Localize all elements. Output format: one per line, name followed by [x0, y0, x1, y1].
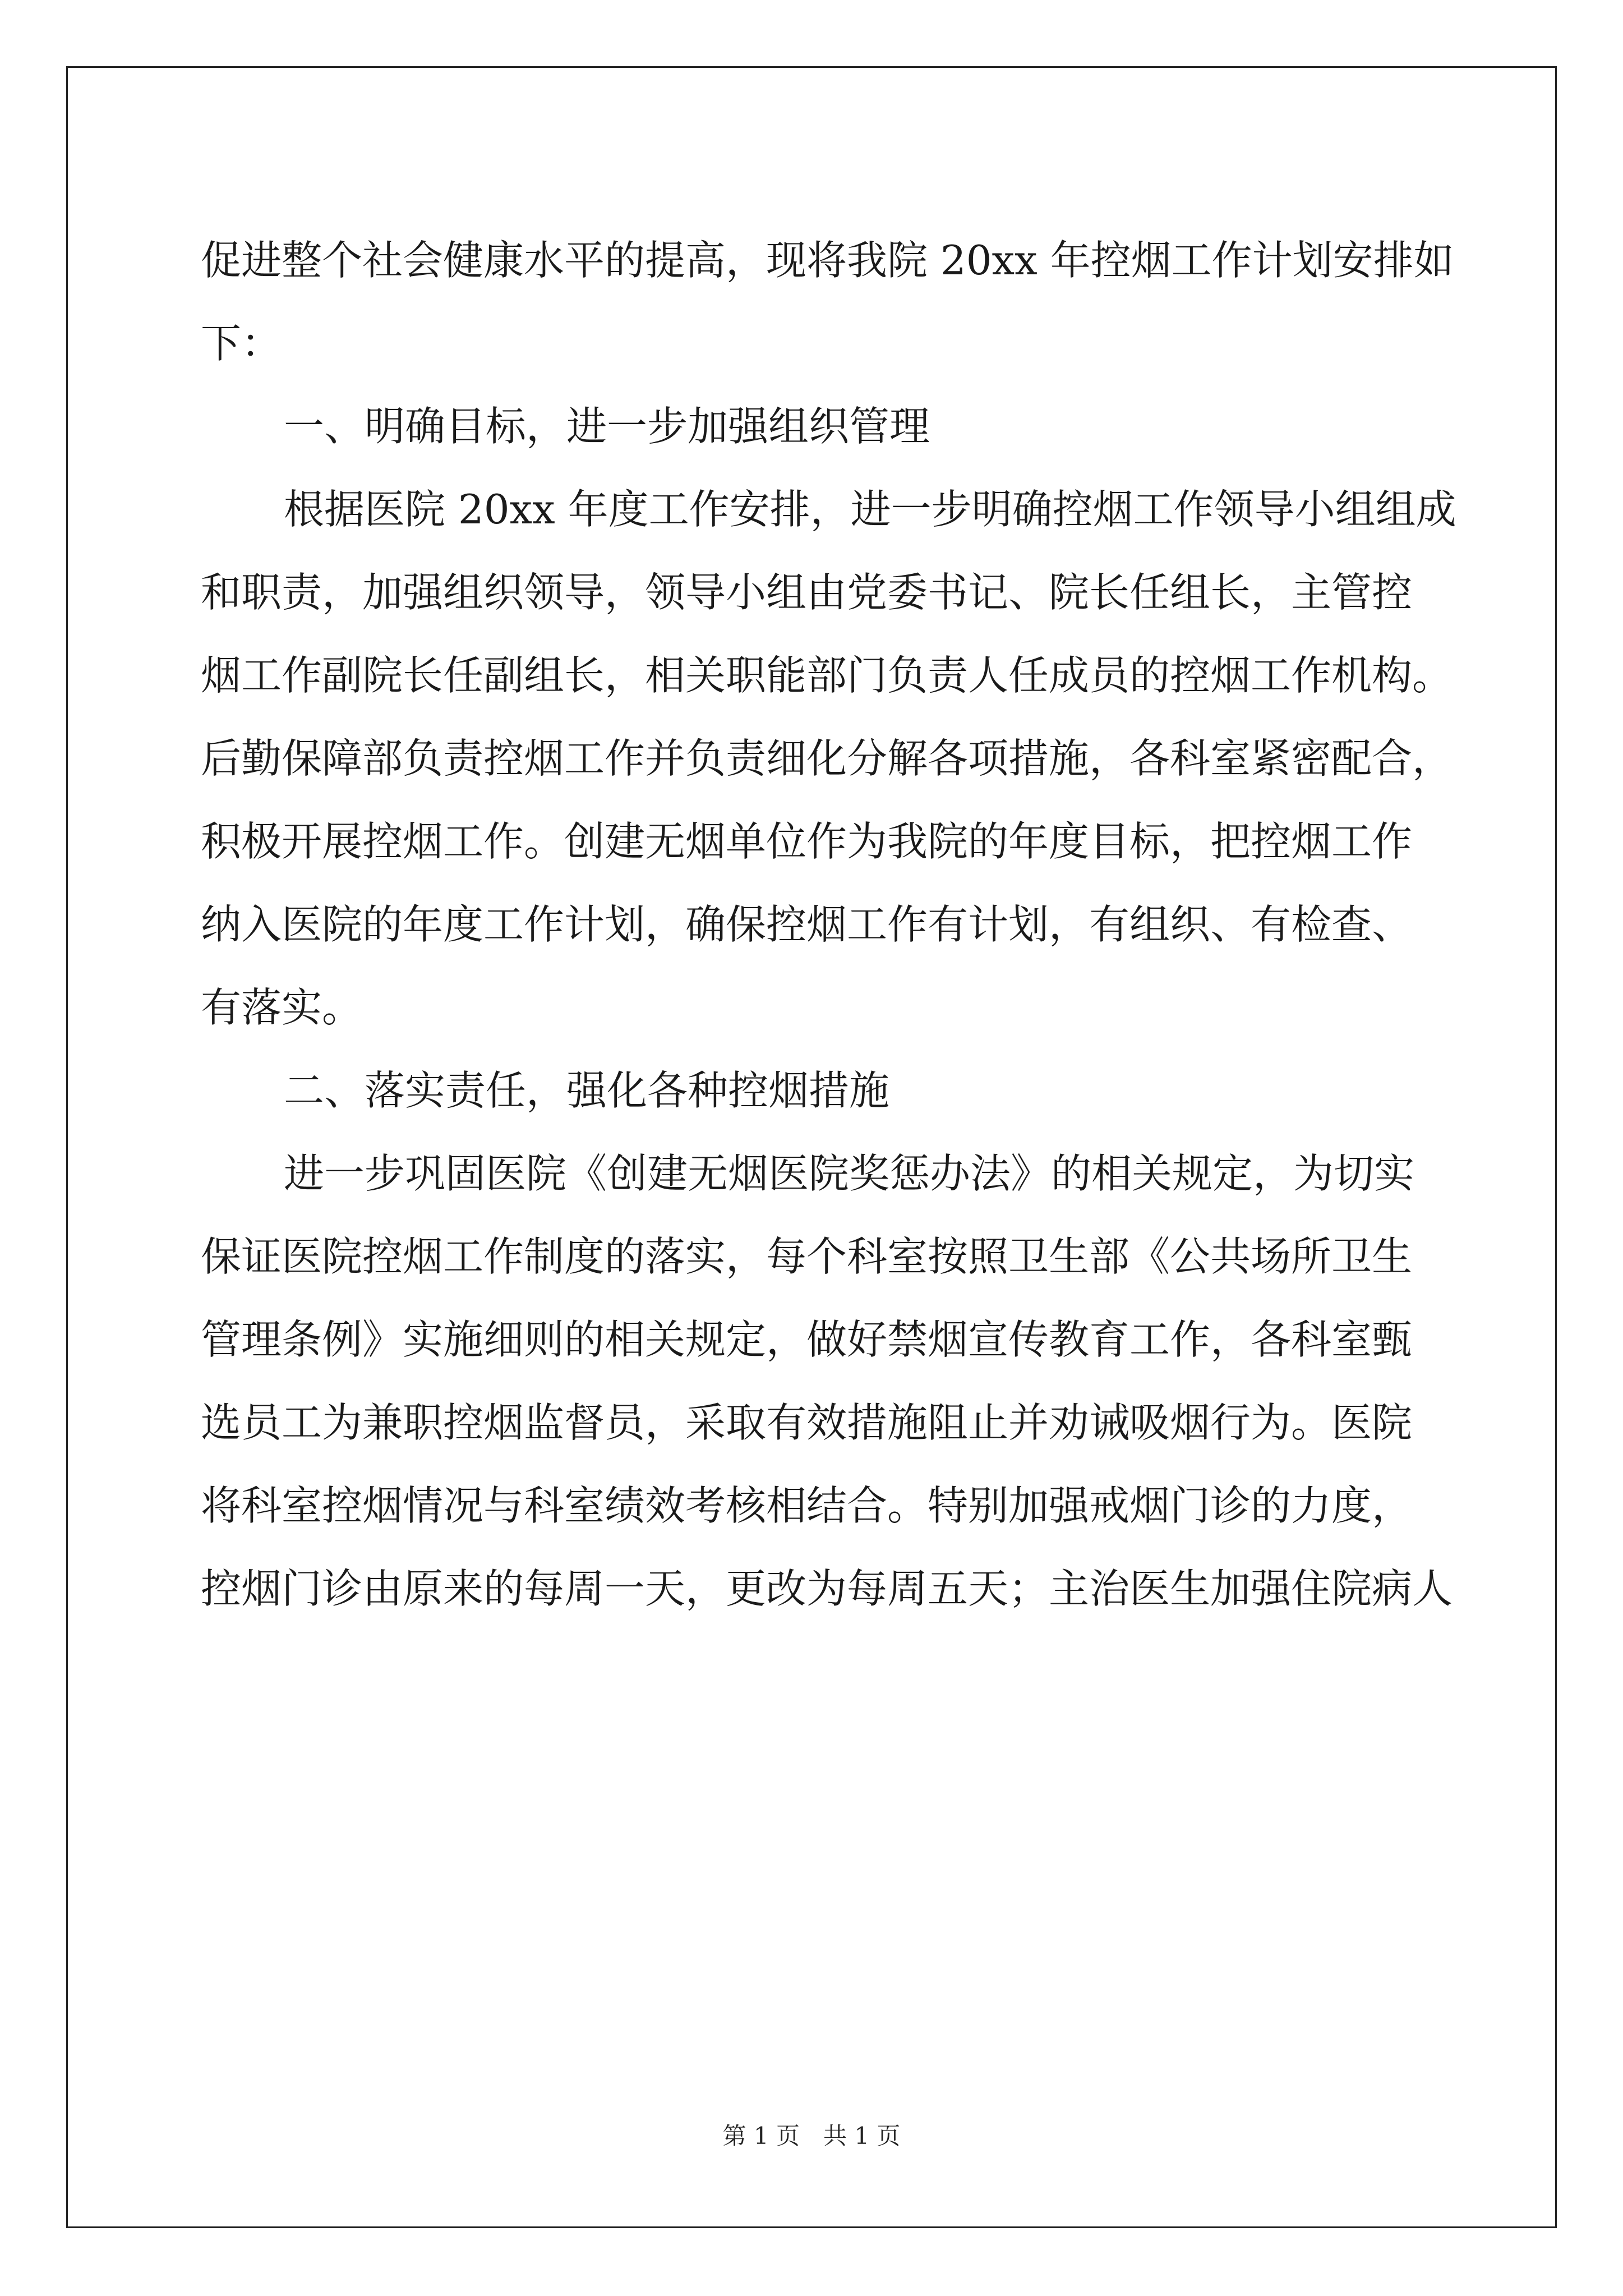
- text-line: 选员工为兼职控烟监督员，采取有效措施阻止并劝诫吸烟行为。医院: [201, 1399, 1413, 1446]
- page-number-footer: 第 1 页 共 1 页: [722, 2122, 901, 2150]
- text-line: 和职责，加强组织领导，领导小组由党委书记、院长任组长，主管控: [201, 569, 1413, 616]
- text-line: 管理条例》实施细则的相关规定，做好禁烟宣传教育工作，各科室甄: [201, 1316, 1413, 1363]
- document-body: [201, 219, 1479, 1630]
- text-line: 促进整个社会健康水平的提高，现将我院 20xx 年控烟工作计划安排如: [201, 237, 1454, 284]
- text-line: 进一步巩固医院《创建无烟医院奖惩办法》的相关规定，为切实: [284, 1150, 1415, 1197]
- text-line: 下：: [201, 320, 282, 367]
- text-line: 根据医院 20xx 年度工作安排，进一步明确控烟工作领导小组组成: [284, 486, 1456, 533]
- section-heading-2: 二、落实责任，强化各种控烟措施: [284, 1067, 890, 1114]
- text-line: 保证医院控烟工作制度的落实，每个科室按照卫生部《公共场所卫生: [201, 1233, 1413, 1280]
- text-line: 后勤保障部负责控烟工作并负责细化分解各项措施，各科室紧密配合，: [201, 735, 1453, 782]
- text-line: 积极开展控烟工作。创建无烟单位作为我院的年度目标，把控烟工作: [201, 818, 1413, 865]
- text-line: 将科室控烟情况与科室绩效考核相结合。特别加强戒烟门诊的力度，: [201, 1482, 1413, 1529]
- text-line: 有落实。: [201, 984, 363, 1031]
- section-heading-1: 一、明确目标，进一步加强组织管理: [284, 403, 930, 450]
- text-line: 纳入医院的年度工作计划，确保控烟工作有计划，有组织、有检查、: [201, 901, 1413, 948]
- text-line: 控烟门诊由原来的每周一天，更改为每周五天；主治医生加强住院病人: [201, 1565, 1453, 1612]
- text-line: 烟工作副院长任副组长，相关职能部门负责人任成员的控烟工作机构。: [201, 652, 1453, 699]
